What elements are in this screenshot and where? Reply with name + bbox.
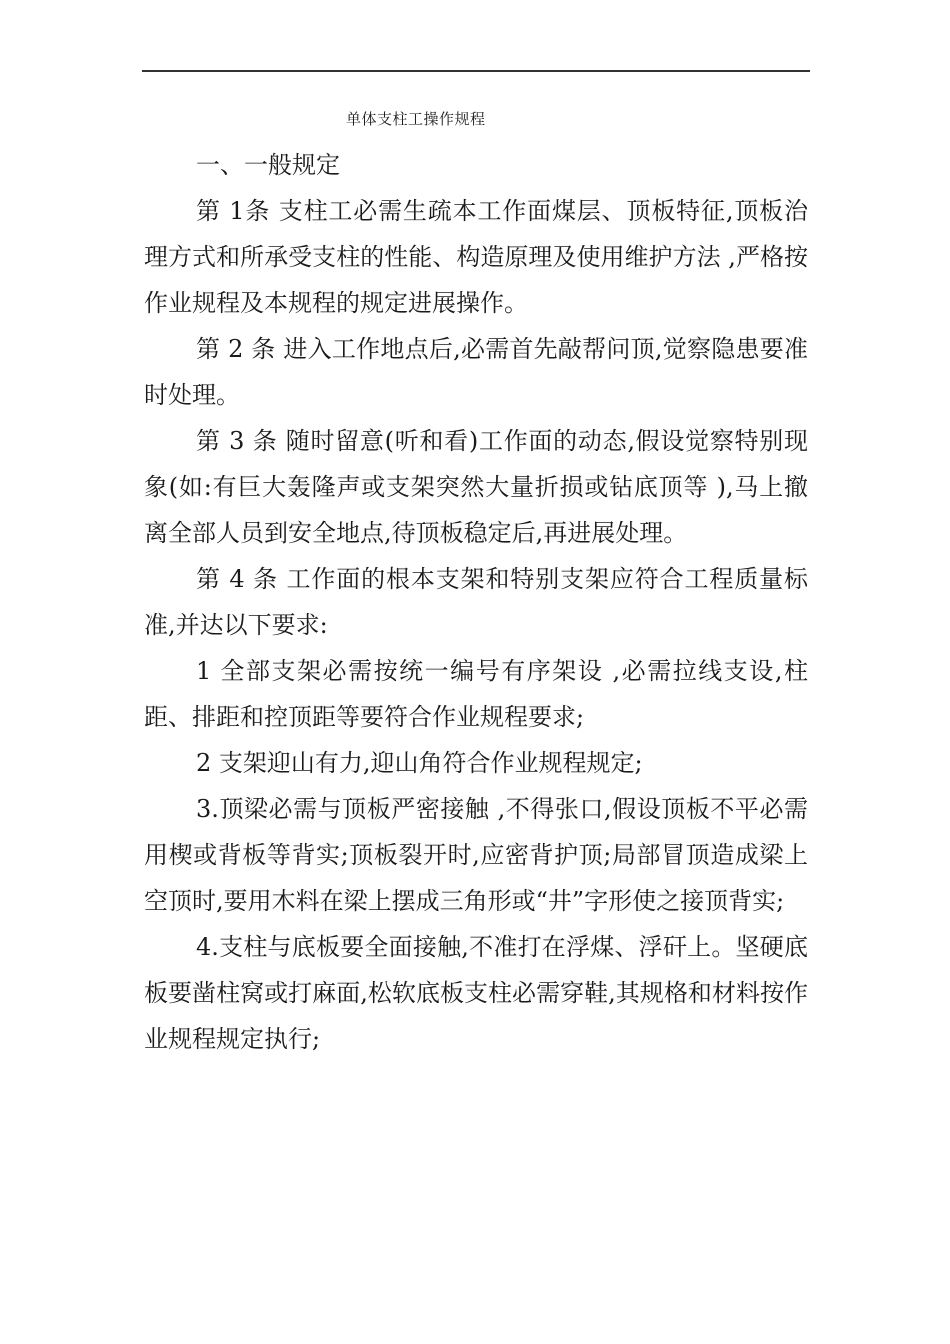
article-4: 第 4 条 工作面的根本支架和特别支架应符合工程质量标准,并达以下要求:	[144, 565, 808, 639]
header-rule	[142, 70, 810, 72]
requirement-4: 4.支柱与底板要全面接触,不准打在浮煤、浮矸上。坚硬底板要凿柱窝或打麻面,松软底板支柱必需穿鞋,其规格和材料按作业规程规定执行;	[144, 933, 808, 1053]
article-2: 第 2 条 进入工作地点后,必需首先敲帮问顶,觉察隐患要准时处理。	[144, 335, 808, 409]
article-3: 第 3 条 随时留意(听和看)工作面的动态,假设觉察特别现象(如:有巨大轰隆声或支架突然大量折损或钻底顶等 ),马上撤离全部人员到安全地点,待顶板稳定后,再进展处理。	[144, 427, 808, 547]
document-title: 单体支柱工操作规程	[346, 110, 486, 128]
requirement-1: 1 全部支架必需按统一编号有序架设 ,必需拉线支设,柱距、排距和控顶距等要符合作业规程要求;	[144, 657, 808, 731]
requirement-2: 2 支架迎山有力,迎山角符合作业规程规定;	[196, 749, 643, 777]
section-heading: 一、一般规定	[196, 151, 340, 179]
document-body	[144, 142, 808, 1062]
article-1: 第 1条 支柱工必需生疏本工作面煤层、顶板特征,顶板治理方式和所承受支柱的性能、构造原理及使用维护方法 ,严格按作业规程及本规程的规定进展操作。	[144, 197, 808, 317]
requirement-3: 3.顶梁必需与顶板严密接触 ,不得张口,假设顶板不平必需用楔或背板等背实;顶板裂开时,应密背护顶;局部冒顶造成梁上空顶时,要用木料在梁上摆成三角形或“井”字形使之接顶背实;	[144, 795, 808, 915]
